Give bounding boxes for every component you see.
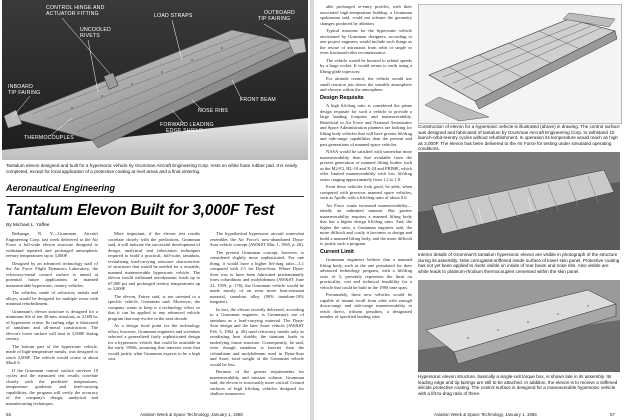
paragraph: The elevon, Fairey said, is not oriented to a specific vehicle, Grumman said. Moreover, the company wants to keep it a technology effort so that it can be applied to any advanced vehicle program that may evolve in the next decade.: [108, 293, 200, 321]
label-uncooled: UNCOOLED: [80, 27, 112, 33]
label-edge-shield: EDGE SHIELD: [166, 128, 204, 134]
paragraph: If the Grumman control surface survives 10 cycles and the measured test results correlate closely with the predicted temperatures, temperature gradients and load-carrying capabilities, the program will verify the accuracy of the company's design, analytical and manufacturing techniques.: [6, 367, 98, 406]
paragraph: NASA would be satisfied with somewhat more maneuverability than that available from the present generation of manned lifting bodies such as the M2-F2, HL-10 and X-24 and PRIME, which offer limited maneuverability with low lift/drag ratios ranging approximately from 1.2 to 1.8.: [320, 149, 412, 182]
paragraph: The hypothetical hypersonic aircraft somewhat resembles the Air Force's now-abandoned Dyna-Soar vehicle concept (AW&ST Mar. 1, 1965, p. 26).: [210, 231, 304, 247]
right-column-1: [320, 4, 412, 408]
paragraph: More important, if the elevon test results correlate closely with the predictions, Grumman said, it will indicate the successful development of design, analytical and fabrication techniques required to build a practical, full-scale, tantalum, revitalizing load-carrying structure characteristic of structures that would be needed for a reusable, manned maneuverable hypersonic vehicle. The elevon would withstand aerodynamic loads up to 67,000 psi and prolonged reentry temperatures up to 3,000F.: [108, 231, 200, 291]
article-headline: Tantalum Elevon Built for 3,000F Test: [6, 202, 274, 219]
paragraph: A high lift/drag ratio is considered the prime design requisite for such a vehicle to provide a large landing footprint and maneuverability. Beneficial to Air Force and National Aeronautics and Space Administration planners are looking for lifting body vehicles that will have greater lift/drag and side-range capabilities than the present and past generations of manned space vehicles.: [320, 103, 412, 147]
paragraph: Bethpage, N. Y.—Grumman Aircraft Engineering Corp. last week delivered to the Air Force a full-scale elevon structure designed to withstand repeated and prolonged atmospheric reentry temperatures up to 3,000F.: [6, 231, 98, 258]
label-outboard-tip-fairing: TIP FAIRING: [258, 16, 291, 22]
page-number-right: 57: [610, 412, 615, 417]
paragraph: Even these vehicles look good, he adds, when compared with previous manned space vehicles, such as Apollo with a lift/drag ratio of about 0.6.: [320, 184, 412, 200]
paragraph: Designed by an advanced technology staff of the Air Force Flight Dynamics Laboratory, the refractory-metal control surface is aimed at potential future applications in manned maneuverable hypersonic, reentry vehicles.: [6, 260, 98, 288]
subhead-design-requisite: Design Requisite: [320, 94, 364, 101]
paragraph: Air Force wants increased maneuverability—ideally an unlimited amount. But greater maneuverability requires a manned lifting body that has a higher design lift/drag ratio. And, the higher the ratio, a Grumman engineer said, the more difficult and costly it becomes to design and build a manned lifting body, and the more difficult to justify such a program.: [320, 202, 412, 246]
right-page: [314, 0, 624, 420]
paragraph: The vehicle would be boosted to orbital speeds by a large rocket. It would return to earth using a lifting glide trajectory.: [320, 57, 412, 74]
paragraph: Because of the greater requirements for maneuverability and mission volume, Grumman said, the elevon is structurally more critical. Control surfaces of high lift/drag vehicles designed for shallow maneuvers: [210, 369, 304, 396]
paragraph: In fact, the elevon recently delivered, according to a Grumman engineer, is Grumman's use of tantalum as a load-carrying material. The Dyna-Soar design and the later Asset vehicle (AW&ST Feb. 5, 1962, p. 26) used refractory metals only as reradiating heat shields; the titanium loads to underlying frame structure. Consequently, he said, even though tantalum is heavier than the columbium and molybdenum used in Dyna-Soar and Asset, total weight of the Grumman vehicle would be less.: [210, 306, 304, 367]
subhead-current-limit: Current Limit: [320, 248, 354, 255]
elevon-photo-caption: Tantalum elevon designed and built for a hypersonic vehicle by Grumman Aircraft Engineering Corp. rests on white foam rubber pad. It is nearly completed, except for local application of a protective coating at rivet areas and a final sintering.: [6, 163, 298, 174]
paragraph: Grumman engineers believe that a manned lifting body, such as the one postulated for their advanced technology program, with a lift/drag ratio of 3, presently represents the limit on practicality, cost and technical feasibility for a vehicle that could be built in the 1980 time span.: [320, 257, 412, 290]
left-page: [0, 0, 310, 420]
elevon-photo: [2, 0, 308, 160]
label-nose-ribs: NOSE RIBS: [198, 108, 229, 114]
label-control-hinge: CONTROL HINGE AND: [46, 5, 105, 11]
paragraph: Grumman's elevon structure is designed for a minimum life of ten 40-min. missions, or 2,000 hr. of hypersonic cruise. Its trailing edge is fabricated of tantalum and all-metal construction. The elevon's lower surface will heat to 3,000F during reentry.: [6, 308, 98, 341]
left-column-1: [6, 231, 98, 409]
label-forward-leading: FORWARD LEADING: [160, 122, 214, 128]
paragraph: Typical missions for the hypersonic vehicle envisioned by Grumman designers, according to one project engineer, would include such things as the rescue of astronauts from orbit or single or even fractional-orbit reconnaissance.: [320, 28, 412, 55]
interior-photo-caption: Interior details of Grumman's tantalum hypersonic elevon are visible in photograph of the structure during its assembly. Note corrugated-stiffened inside surface of lower skin panel. Protective coating has not yet been applied to rivets visible on inside of rear beam and nose ribs. Also visible are white leads to platinum-rhodium thermocouples cemented within the skin panel.: [418, 252, 620, 274]
torque-box-photo: [418, 280, 620, 372]
interior-assembly-photo: [418, 152, 620, 250]
drawing-caption: Construction of elevon for a hypersonic vehicle is illustrated (above) in drawing. The control surface was designed and fabricated of tantalum by Grumman Aircraft Engineering Corp. to withstand 10 launch-orbit-reentry cycles without refurbishment. In operation its temperature would reach as high as 3,000F. The elevon has been delivered to the Air Force for testing under simulated operating conditions.: [418, 124, 620, 152]
interior-photo: [418, 152, 620, 250]
label-outboard: OUTBOARD: [264, 10, 295, 16]
label-actuator-fitting: ACTUATOR FITTING: [46, 11, 99, 17]
elevon-drawing: [418, 4, 622, 124]
left-column-3: [210, 231, 304, 409]
paragraph: The bottom part of the hypersonic vehicle, made of high-temperature metals, was designed to reach 2,000F. The vehicle would cruise at about Mach 6.: [6, 343, 98, 365]
paragraph: [6, 408, 98, 409]
label-inboard-tip-fairing: TIP FAIRING: [8, 90, 41, 96]
paragraph: Presumably, these new vehicles would be capable of instant recall from orbit with enough down-range and side-range maneuverability to reach direct, without penalties, a designated number of specified landing sites.: [320, 292, 412, 319]
page-number-left: 56: [6, 412, 11, 417]
label-rivets: RIVETS: [80, 33, 100, 39]
paragraph: The present Grumman concept, however, is considered slightly more sophisticated. For one thing, it would have a higher lift-drag ratio—1.1 compared with 2:1 for Dyna-Soar. Where Dyna-Soar was to have been fabricated predominantly from columbium and molybdenum (AW&ST June 22, 1959, p. 176), the Grumman vehicle would be made mostly of an even more heat-resistant material, tantalum alloy (90% tantalum-10% tungsten).: [210, 249, 304, 304]
section-heading: Aeronautical Engineering: [6, 183, 116, 193]
structure-photo-caption: Hypersonic elevon structure, basically a single-cell torque box, is shown late in its assembly. Its leading edge and tip fairings are still to be attached. In addition, the elevon is to receive a stiffened silicide protective coating. The control surface is designed for a maneuverable hypersonic vehicle with a lift-to-drag ratio of three.: [418, 374, 618, 396]
left-column-2: [108, 231, 200, 409]
paragraph: For attitude control, the vehicle would use small reaction jets above the sensible atmosphere and elevons within the atmosphere.: [320, 76, 412, 92]
label-inboard: INBOARD: [8, 84, 34, 90]
label-front-beam: FRONT BEAM: [240, 97, 276, 103]
paragraph: As a design focal point for the technology effort, however, Grumman engineers and scientists selected a generalized fairly sophisticated design for a hypersonic vehicle that could be available in the early 1980s, assuming that interests exist that would justify what Grumman expects to be a high cost.: [108, 323, 200, 361]
label-thermocouples: THERMOCOUPLES: [24, 135, 74, 141]
section-rule: [6, 196, 304, 197]
folio-left-text: Aviation Week & Space Technology, January 1, 1968: [140, 412, 243, 417]
elevon-cutaway-drawing: [419, 5, 621, 123]
paragraph: able prolonged re-entry profiles, with their associated high-temperature buildup, a Grumman spokesman said, could not tolerate the geometry changes produced by ablation.: [320, 4, 412, 26]
paragraph: The vehicles, made of refractory metals and alloys, would be designed for multiple reuse with minimal refurbishment.: [6, 290, 98, 306]
folio-right-text: Aviation Week & Space Technology, January 1, 1968: [434, 412, 537, 417]
article-byline: By Michael L. Yaffee: [6, 223, 50, 228]
structure-photo: [418, 280, 620, 372]
label-load-straps: LOAD STRAPS: [154, 13, 193, 19]
